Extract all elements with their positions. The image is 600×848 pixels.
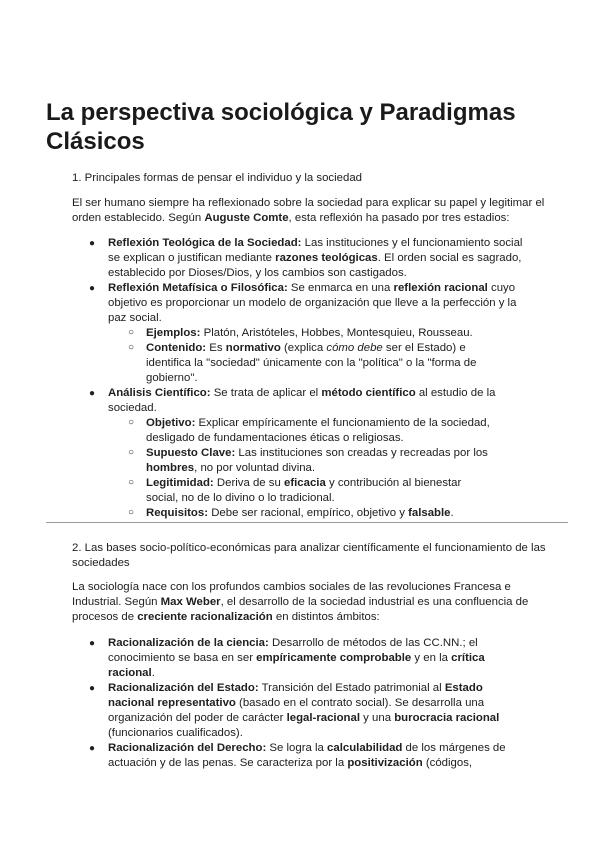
bullet-icon: ● bbox=[89, 683, 96, 694]
list-item-law: ● Racionalización del Derecho: Se logra la calculabilidad de los márgenes de actuación y de las penas. Se caracteriza por la positivización (códigos, bbox=[89, 742, 506, 769]
section-2-intro: La sociología nace con los profundos cambios sociales de las revoluciones Francesa e Industrial. Según Max Weber, el desarrollo de la sociedad industrial es una confluencia de procesos de creciente racionalización en distintos ámbitos: bbox=[72, 581, 529, 623]
section-divider bbox=[46, 522, 568, 523]
sublist-item-content: ○ Contenido: Es normativo (explica cómo debe ser el Estado) e identifica la "sociedad" únicamente con la "política" o la "forma de gobierno". bbox=[128, 342, 477, 384]
circle-bullet-icon: ○ bbox=[128, 507, 135, 518]
section-1-intro: El ser humano siempre ha reflexionado sobre la sociedad para explicar su papel y legitimar el orden establecido. Según Auguste Comte, esta reflexión ha pasado por tres estadios: bbox=[72, 197, 545, 224]
sublist-item-legitimacy: ○ Legitimidad: Deriva de su eficacia y contribución al bienestar social, no de lo divino o lo tradicional. bbox=[128, 477, 462, 504]
section-2-heading: 2. Las bases socio-político-económicas para analizar científicamente el funcionamiento de las sociedades bbox=[72, 542, 546, 569]
bullet-icon: ● bbox=[89, 238, 96, 249]
sublist-item-objective: ○ Objetivo: Explicar empíricamente el funcionamiento de la sociedad, desligado de fundamentaciones éticas o religiosas. bbox=[128, 417, 490, 444]
list-item-science: ● Racionalización de la ciencia: Desarrollo de métodos de las CC.NN.; el conocimiento se basa en ser empíricamente comprobable y en la crítica racional. bbox=[89, 637, 485, 679]
rationalization-list bbox=[0, 636, 600, 771]
circle-bullet-icon: ○ bbox=[128, 417, 135, 428]
section-1-heading: 1. Principales formas de pensar el individuo y la sociedad bbox=[72, 172, 362, 184]
circle-bullet-icon: ○ bbox=[128, 327, 135, 338]
list-item-state: ● Racionalización del Estado: Transición del Estado patrimonial al Estado nacional representativo (basado en el contrato social). Se desarrolla una organización del poder de carácter legal-racional y una burocracia racional (funcionarios cualificados). bbox=[89, 682, 500, 739]
circle-bullet-icon: ○ bbox=[128, 477, 135, 488]
sublist-item-key-assumption: ○ Supuesto Clave: Las instituciones son creadas y recreadas por los hombres, no por voluntad divina. bbox=[128, 447, 488, 474]
circle-bullet-icon: ○ bbox=[128, 342, 135, 353]
page-title: La perspectiva sociológica y Paradigmas Clásicos bbox=[46, 99, 516, 155]
list-item-metaphysical: ● Reflexión Metafísica o Filosófica: Se enmarca en una reflexión racional cuyo objetivo es proporcionar un modelo de organización que lleve a la perfección y la paz social. bbox=[89, 282, 517, 324]
bullet-icon: ● bbox=[89, 283, 96, 294]
list-item-scientific: ● Análisis Científico: Se trata de aplicar el método científico al estudio de la sociedad. bbox=[89, 387, 496, 414]
stages-list bbox=[0, 236, 600, 521]
sublist-item-requirements: ○ Requisitos: Debe ser racional, empírico, objetivo y falsable. bbox=[128, 507, 454, 519]
sublist-item-examples: ○ Ejemplos: Platón, Aristóteles, Hobbes, Montesquieu, Rousseau. bbox=[128, 327, 473, 339]
bullet-icon: ● bbox=[89, 743, 96, 754]
bullet-icon: ● bbox=[89, 638, 96, 649]
circle-bullet-icon: ○ bbox=[128, 447, 135, 458]
bullet-icon: ● bbox=[89, 388, 96, 399]
list-item-theological: ● Reflexión Teológica de la Sociedad: Las instituciones y el funcionamiento social se explican o justifican mediante razones teológicas. El orden social es sagrado, establecido por Dioses/Dios, y los cambios son castigados. bbox=[89, 237, 523, 279]
